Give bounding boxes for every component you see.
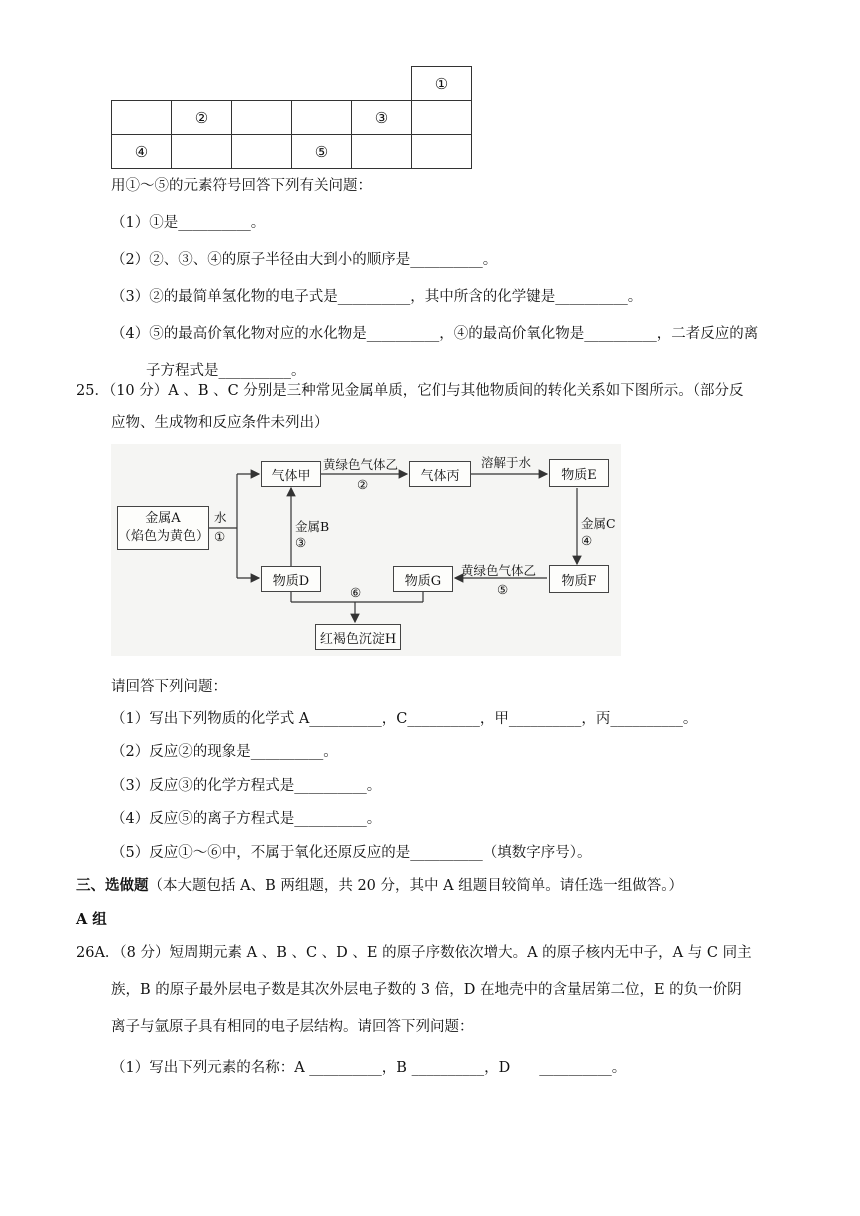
table-cell: [172, 135, 232, 169]
q26a-stem-line3: 离子与氩原子具有相同的电子层结构。请回答下列问题：: [111, 1019, 474, 1035]
q26a-stem-line1: 26A．（8 分）短周期元素 A 、B 、C 、D 、E 的原子序数依次增大。A 的原子核内无中子，A 与 C 同主: [76, 945, 752, 961]
step-6-label: ⑥: [350, 585, 362, 600]
substance-e-box: 物质E: [549, 459, 609, 487]
table-cell: [172, 67, 232, 101]
metal-a-box: [117, 506, 209, 550]
q25-stem-line2: 应物、生成物和反应条件未列出）: [111, 415, 329, 431]
table-cell: [112, 67, 172, 101]
step-2-label: ②: [357, 477, 369, 492]
q25-sub5: （5）反应①～⑥中，不属于氧化还原反应的是__________（填数字序号）。: [111, 845, 592, 861]
periodic-table-fragment: [111, 66, 472, 169]
yellow-green-gas-label-1: 黄绿色气体乙: [323, 457, 399, 472]
water-label: 水: [214, 510, 227, 525]
step-5-label: ⑤: [497, 582, 509, 597]
table-cell: ④: [112, 135, 172, 169]
table-cell: ③: [352, 101, 412, 135]
q25-stem-line1: 25．（10 分）A 、B 、C 分别是三种常见金属单质，它们与其他物质间的转化关系如下图所示。（部分反: [76, 383, 744, 399]
table-cell: [232, 101, 292, 135]
q26a-stem-line2: 族，B 的原子最外层电子数是其次外层电子数的 3 倍，D 在地壳中的含量居第二位，E 的负一价阴: [111, 982, 742, 998]
table-cell: [412, 101, 472, 135]
substance-g-box: 物质G: [393, 566, 453, 592]
q24-sub1: （1）①是__________。: [111, 215, 266, 231]
table-cell: [232, 67, 292, 101]
metal-c-label: 金属C: [581, 516, 616, 531]
q26a-sub1: （1）写出下列元素的名称：A __________，B __________，D __________。: [111, 1060, 627, 1076]
table-cell: [292, 67, 352, 101]
table-cell: ⑤: [292, 135, 352, 169]
section-3-title: 三、选做题: [76, 877, 149, 894]
table-row: [112, 101, 472, 135]
table-row: [112, 135, 472, 169]
reaction-flow-diagram: [111, 444, 621, 656]
step-4-label: ④: [581, 533, 593, 548]
group-a-heading: A 组: [76, 911, 107, 928]
q24-intro: 用①～⑤的元素符号回答下列有关问题：: [111, 178, 372, 194]
q25-sub4: （4）反应⑤的离子方程式是__________。: [111, 811, 382, 827]
q25-prompt: 请回答下列问题：: [111, 679, 227, 695]
q25-sub1: （1）写出下列物质的化学式 A__________，C__________，甲__________，丙__________。: [111, 711, 698, 727]
table-cell: [232, 135, 292, 169]
precipitate-h-box: 红褐色沉淀H: [315, 624, 401, 650]
section-3-heading: [76, 876, 683, 896]
q25-sub3: （3）反应③的化学方程式是__________。: [111, 778, 382, 794]
q24-sub4-line1: （4）⑤的最高价氧化物对应的水化物是__________，④的最高价氧化物是__________，二者反应的离: [111, 326, 759, 342]
step-1-label: ①: [214, 529, 226, 544]
q24-sub4-line2: 子方程式是__________。: [146, 363, 306, 379]
section-3-note: （本大题包括 A、B 两组题，共 20 分，其中 A 组题目较简单。请任选一组做答。）: [148, 878, 683, 894]
gas-bing-box: 气体丙: [409, 461, 471, 487]
dissolve-label: 溶解于水: [481, 455, 532, 470]
q24-sub3: （3）②的最简单氢化物的电子式是__________，其中所含的化学键是__________。: [111, 289, 643, 305]
substance-d-box: 物质D: [261, 566, 321, 592]
step-3-label: ③: [295, 535, 307, 550]
metal-a-label: 金属A: [145, 511, 181, 526]
q24-sub2: （2）②、③、④的原子半径由大到小的顺序是__________。: [111, 252, 498, 268]
table-row: [112, 67, 472, 101]
q25-sub2: （2）反应②的现象是__________。: [111, 744, 338, 760]
table-cell: [352, 135, 412, 169]
table-cell: [112, 101, 172, 135]
metal-b-label: 金属B: [295, 519, 330, 534]
substance-f-box: 物质F: [549, 565, 609, 593]
table-cell: ①: [412, 67, 472, 101]
table-cell: [412, 135, 472, 169]
yellow-green-gas-label-2: 黄绿色气体乙: [461, 563, 537, 578]
table-cell: ②: [172, 101, 232, 135]
table-cell: [292, 101, 352, 135]
table-cell: [352, 67, 412, 101]
metal-a-note: （焰色为黄色）: [118, 529, 210, 544]
gas-jia-box: 气体甲: [261, 461, 321, 487]
